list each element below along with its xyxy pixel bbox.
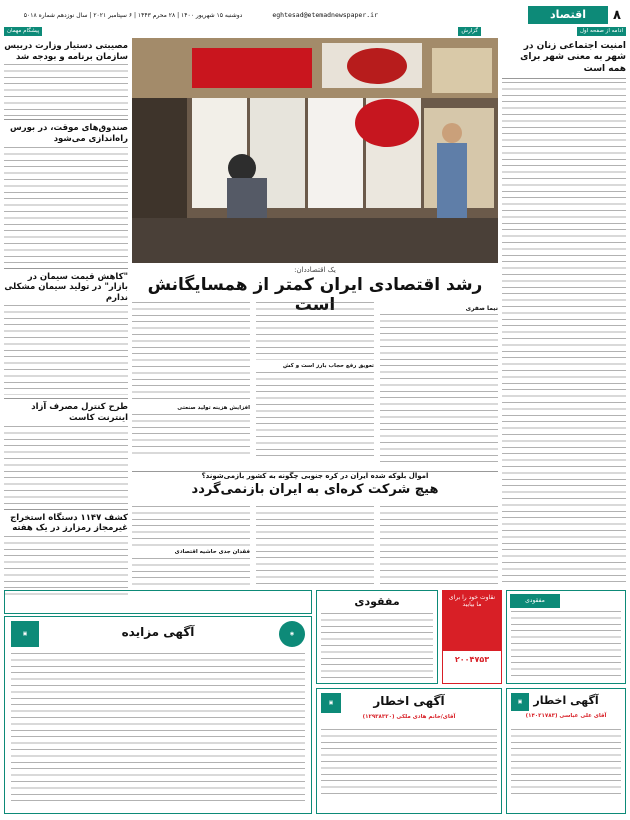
alert-ad-1-body xyxy=(321,729,497,799)
divider xyxy=(4,509,128,510)
brief-body-5 xyxy=(4,536,128,596)
section-label: اقتصاد xyxy=(528,6,608,24)
article-body-text xyxy=(502,82,626,582)
second-story-col-3b xyxy=(132,558,250,586)
alert-ad-1-lead: آقای/خانم هادی ملکی (۱۲۹۳۸۳۲۰) xyxy=(362,714,456,720)
brief-headline-2: صندوق‌های موقت، در بورس راه‌اندازی می‌شود xyxy=(9,123,128,144)
right-column-headline: امنیت اجتماعی زنان در شهر به معنی شهر برای همه است xyxy=(520,41,626,74)
second-story-col-3 xyxy=(132,506,250,546)
brief-body-1 xyxy=(4,64,128,116)
alert-ad-2 xyxy=(506,688,626,814)
appliance-shop-photo xyxy=(132,38,498,263)
second-story-headline: هیچ شرکت کره‌ای به ایران بازنمی‌گردد xyxy=(191,482,439,497)
page-number: ۸ xyxy=(613,7,621,23)
notice-badge: مفقودی xyxy=(510,594,560,608)
alert-ad-2-body xyxy=(511,729,621,799)
brief-body-3 xyxy=(4,305,128,395)
story-inline-head-1: تعویق رفع حجاب بارز است و کش xyxy=(282,363,374,369)
right-column xyxy=(502,38,626,586)
lost-item-ad xyxy=(316,590,438,684)
page-header xyxy=(4,4,626,26)
story-body-col-2 xyxy=(256,302,374,360)
second-story-kicker: اموال بلوکه شده ایران در کره جنوبی چگونه به کشور بازمی‌شوند؟ xyxy=(201,472,429,480)
brief-body-4 xyxy=(4,426,128,506)
story-body-col-3b xyxy=(132,414,250,458)
story-body-col-3 xyxy=(132,302,250,402)
alert-ad-2-lead: آقای علی عباسی (۱۴۰۲۱۷۸۳) xyxy=(525,713,607,719)
notice-body xyxy=(511,611,621,679)
auction-ad xyxy=(4,616,312,814)
red-promo-number: ۲۰۰۴۷۵۳ xyxy=(454,655,490,664)
emblem-icon: ▣ xyxy=(11,621,39,647)
emblem-icon: ▣ xyxy=(321,693,341,713)
divider xyxy=(502,78,626,79)
tab-continued: ادامه از صفحه اول xyxy=(577,27,626,36)
lead-photo xyxy=(132,38,498,263)
main-story xyxy=(132,38,498,586)
alert-ad-1 xyxy=(316,688,502,814)
issue-dateline: دوشنبه ۱۵ شهریور ۱۴۰۰ | ۲۸ محرم ۱۴۴۳ | ۶ سپتامبر ۲۰۲۱ | سال نوزدهم شماره ۵۰۱۸ xyxy=(23,11,243,19)
divider xyxy=(4,119,128,120)
story-kicker: یک اقتصاددان: xyxy=(294,266,336,274)
tab-report: گزارش xyxy=(458,27,481,36)
column-tabs xyxy=(4,27,626,36)
lost-item-title: مفقودی xyxy=(354,595,400,608)
logo-icon: ◉ xyxy=(279,621,305,647)
red-promo-box xyxy=(442,590,502,684)
alert-ad-1-title: آگهی اخطار xyxy=(373,694,445,708)
story-headline: رشد اقتصادی ایران کمتر از همسایگانش است xyxy=(147,275,483,315)
left-column xyxy=(4,38,128,586)
story-body-col-2b xyxy=(256,372,374,457)
story-inline-head-3: فقدان جدی حاشیه اقتصادی xyxy=(174,549,250,555)
tab-guest: پیشگام مهمان xyxy=(4,27,42,36)
brief-headline-4: طرح کنترل مصرف آزاد اینترنت کاست xyxy=(31,402,128,423)
story-inline-head-2: افزایش هزینه تولید صنعتی xyxy=(177,405,250,411)
story-body-col-1 xyxy=(380,314,498,464)
ads-section xyxy=(4,590,626,816)
auction-ad-title: آگهی مزایده xyxy=(121,625,195,639)
emblem-icon: ▣ xyxy=(511,693,529,711)
divider xyxy=(4,268,128,269)
section-email: eghtesad@etemadnewspaper.ir xyxy=(272,11,378,19)
brief-body-2 xyxy=(4,147,128,265)
brief-headline-5: کشف ۱۱۴۷ دستگاه استخراج غیرمجاز رمزارز در یک هفته xyxy=(10,512,128,534)
second-story-col-1 xyxy=(380,506,498,584)
auction-ad-body xyxy=(11,653,305,805)
red-promo-text xyxy=(443,591,501,651)
notice-ad xyxy=(506,590,626,684)
story-byline: نیما صفری xyxy=(465,305,498,312)
second-story-col-2 xyxy=(256,506,374,584)
lost-item-body xyxy=(321,613,433,679)
red-promo-label: نقاوت خود را برای ما بیابید xyxy=(448,594,496,608)
brief-headline-1: مصیبتی دستیار وزارت دربیس سازمان برنامه و بودجه شد xyxy=(4,41,128,62)
alert-ad-2-title: آگهی اخطار xyxy=(533,694,599,707)
brief-headline-3: "کاهش قیمت سیمان در بازار" در تولید سیمان مشکلی ندارم xyxy=(4,271,128,303)
auction-ad-frame xyxy=(4,590,312,614)
divider xyxy=(4,398,128,399)
